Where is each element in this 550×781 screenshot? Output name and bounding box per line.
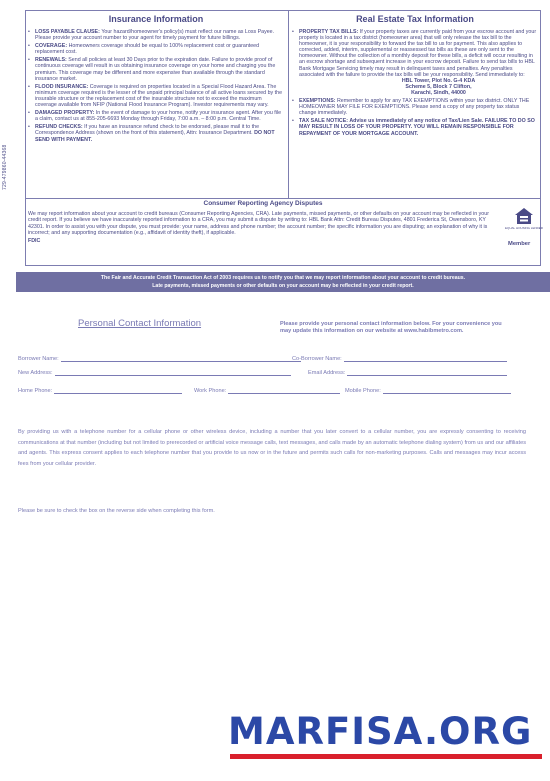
- watermark-underline: [230, 754, 542, 759]
- insurance-item: [28, 43, 284, 55]
- fact-act-banner: [16, 272, 550, 292]
- reminder-text: Please be sure to check the box on the reverse side when completing this form.: [18, 508, 215, 514]
- home-phone-label: Home Phone:: [18, 388, 53, 394]
- work-phone-line[interactable]: [228, 387, 340, 394]
- mobile-phone-line[interactable]: [383, 387, 511, 394]
- tax-item-text: If your property taxes are currently paid from your escrow account and your property is located in a tax district (homeowner area) that will only release the tax bill to the homeowner, it is your responsibility to forward the tax bill to us for payment. This also applies to corrected, added, interim, supplemental or reassessed tax bills as these are only sent to the homeowner. Without the collection of a monthly deposit for these bills, a deficit will occur resulting in an escrow shortage and subsequent increase in your escrow deposit. Failure to send tax bills to HBL Bank Mortgage Servicing timely may result in delinquent taxes and penalties. Any penalties associated with the failure to provide the tax bills will be your responsibility. Send immediately to:: [299, 29, 537, 78]
- work-phone-label: Work Phone:: [194, 388, 227, 394]
- insurance-item-label: FLOOD INSURANCE:: [35, 83, 90, 90]
- borrower-name-field[interactable]: [18, 355, 301, 362]
- insurance-item-text: Homeowners coverage should be equal to 100% replacement cost or guaranteed replacement cost.: [35, 43, 260, 56]
- insurance-item-text: If you have an insurance refund check to be endorsed, please mail it to the Correspondence Address (shown on the front of this statement), Attn: Insurance Department.: [35, 124, 260, 137]
- email-line[interactable]: [347, 369, 507, 376]
- tax-item: [292, 29, 538, 96]
- banner-line-2: Late payments, missed payments or other defaults on your account may be reflected in your credit report.: [152, 283, 414, 289]
- lender-label: EQUAL HOUSING LENDER: [505, 226, 543, 230]
- insurance-item-label: LOSS PAYABLE CLAUSE:: [35, 29, 102, 35]
- insurance-item-text: Coverage is required on properties located in a Special Flood Hazard Area. The minimum coverage required is the lesser of the unpaid principal balance of all active loans secured by the insurable structure or the replacement cost of the insurable structure not to exceed the maximum coverage available from NFIP (National Flood Insurance Program). Investor requirements may vary.: [35, 83, 283, 109]
- member-label: Member: [508, 241, 531, 247]
- tax-item: [292, 98, 538, 116]
- insurance-item: [28, 124, 284, 142]
- contact-note: Please provide your personal contact information below. For your convenience you may update this information on our website at www.habibmetro.com.: [280, 321, 502, 335]
- insurance-item: [28, 110, 284, 122]
- equal-housing-lender-icon: [505, 207, 543, 233]
- coborrower-name-label: Co-Borrower Name:: [292, 356, 342, 362]
- insurance-item-emphasis: DO NOT SEND WITH PAYMENT.: [35, 130, 275, 143]
- tax-address-line: Karachi, Sindh, 44000: [411, 89, 466, 96]
- coborrower-name-line[interactable]: [344, 355, 507, 362]
- cra-section: [28, 200, 498, 244]
- column-divider: [288, 10, 289, 198]
- tax-item-label: PROPERTY TAX BILLS:: [299, 29, 360, 35]
- insurance-item-text: Send all policies at least 30 Days prior to the expiration date. Failure to provide proof of continuous coverage will result in us obtaining insurance coverage on your home and charging you the premium. This coverage may be different and more expensive than available through the standard insurance market.: [35, 57, 276, 82]
- watermark-logo: MARFISA.ORG: [228, 710, 533, 753]
- consent-text: By providing us with a telephone number for a cellular phone or other wireless device, including a number that you later convert to a cellular number, you are expressly consenting to receiving communications at that number (including but not limited to prerecorded or artificial voice message calls, text messages, and calls made by an automatic telephone dialing system) from us and our affiliates and agents. This express consent applies to each telephone number that you provide to us now or in the future and permits such calls for non-marketing purposes. Calls and messages may incur access fees from your cellular provider.: [18, 429, 526, 467]
- email-label: Email Address:: [308, 370, 346, 376]
- tax-list: [292, 29, 538, 137]
- insurance-title: Insurance Information: [108, 14, 204, 24]
- coborrower-name-field[interactable]: [292, 355, 507, 362]
- tax-address-line: HBL Tower, Plot No. G-4 KDA: [401, 77, 476, 84]
- new-address-label: New Address:: [18, 370, 53, 376]
- insurance-section: [28, 14, 284, 145]
- mobile-phone-label: Mobile Phone:: [345, 388, 381, 394]
- insurance-item-label: DAMAGED PROPERTY:: [35, 110, 96, 117]
- tax-item-label: EXEMPTIONS:: [299, 98, 337, 105]
- insurance-item-label: COVERAGE:: [35, 43, 69, 50]
- insurance-item-text: In the event of damage to your home, notify your insurance agent. After you file a claim, contact us at 855-205-6693 Monday through Friday, 7:00 a.m. – 8:00 p.m. Central Time.: [35, 110, 282, 123]
- banner-line-1: The Fair and Accurate Credit Transaction Act of 2003 requires us to notify you that we may report information about your account to credit bureaus.: [100, 275, 466, 281]
- tax-item-label: TAX SALE NOTICE:: [299, 118, 350, 125]
- insurance-item-label: RENEWALS:: [35, 57, 69, 64]
- new-address-line[interactable]: [55, 369, 291, 376]
- mobile-phone-field[interactable]: [345, 387, 511, 394]
- tax-item-text: Remember to apply for any TAX EXEMPTIONS within your tax district. ONLY THE HOMEOWNER MAY FILE FOR EXEMPTIONS. Please send a copy of any property tax status change immediately.: [299, 98, 530, 117]
- insurance-item: [28, 29, 284, 41]
- fdic-label: FDIC: [28, 238, 41, 245]
- tax-item-emphasis: Advise us immediately of any notice of Tax/Lien Sale. FAILURE TO DO SO MAY RESULT IN LOSS OF YOUR PROPERTY. YOU WILL REMAIN RESPONSIBLE FOR REPAYMENT OF YOUR MORTGAGE ACCOUNT.: [299, 118, 535, 137]
- tax-item: [292, 118, 538, 136]
- borrower-name-line[interactable]: [61, 355, 301, 362]
- cra-title: Consumer Reporting Agency Disputes: [203, 200, 323, 207]
- form-code: 729-479860-44368: [2, 144, 8, 190]
- section-divider: [25, 198, 541, 199]
- insurance-item: [28, 84, 284, 108]
- email-field[interactable]: [308, 369, 507, 376]
- cra-body: We may report information about your account to credit bureaus (Consumer Reporting Agencies, CRA). Late payments, missed payments, or other defaults on your account may be reflected in your credit report. If you believe we have inaccurately reported information to a CRA, you may submit a dispute by writing to: HBL Bank Attn: Credit Bureau Disputes, 4801 Frederica St, Owensboro, KY 42301. In order to assist you with your dispute, you must provide: your name, address and phone number; the account number; the specific information you are disputing; an explanation of why it is incorrect; and any supporting documentation (e.g., affidavit of identity theft), if applicable.: [28, 211, 489, 236]
- insurance-item-label: REFUND CHECKS:: [35, 124, 85, 131]
- insurance-list: [28, 29, 284, 143]
- tax-section: [292, 14, 538, 196]
- contact-title: Personal Contact Information: [78, 318, 202, 329]
- new-address-field[interactable]: [18, 369, 291, 376]
- home-phone-field[interactable]: [18, 387, 182, 394]
- borrower-name-label: Borrower Name:: [18, 356, 59, 362]
- work-phone-field[interactable]: [194, 387, 340, 394]
- insurance-item-text: Your hazard/homeowner's policy(s) must reflect our name as Loss Payee. Please provide your account number to your agent for timely payment for future billings.: [35, 29, 275, 42]
- insurance-item: [28, 57, 284, 81]
- tax-title: Real Estate Tax Information: [356, 14, 474, 24]
- home-phone-line[interactable]: [54, 387, 182, 394]
- tax-address-line: Scheme 5, Block 7 Clifton,: [405, 83, 472, 90]
